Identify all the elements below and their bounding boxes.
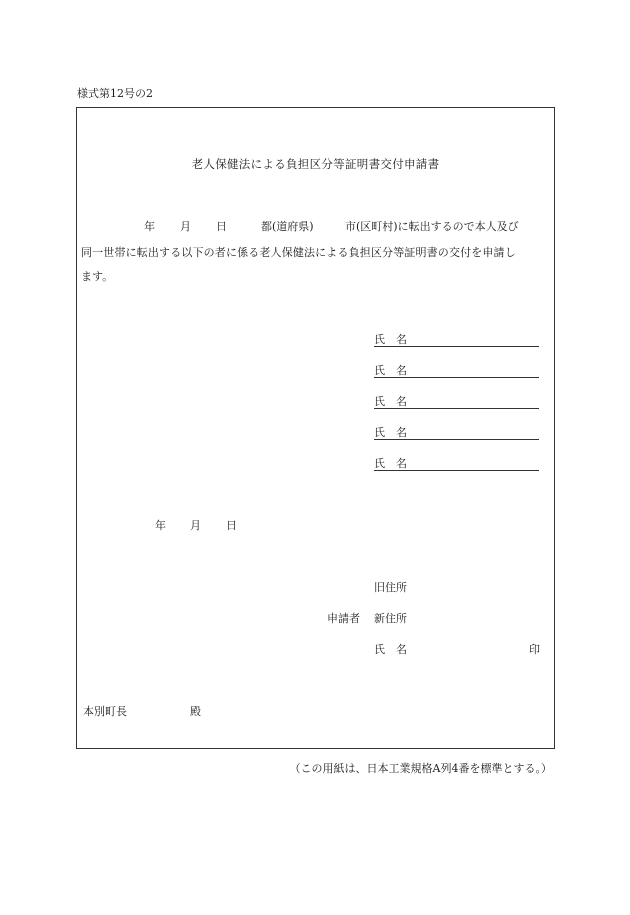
- applicant-label: 申請者: [327, 612, 360, 625]
- person-name-label: 氏 名: [374, 395, 407, 408]
- person-name-label: 氏 名: [374, 364, 407, 377]
- person-name-label: 氏 名: [374, 333, 407, 346]
- person-name-row-5: [374, 455, 539, 471]
- application-date-year: 年: [155, 519, 166, 532]
- person-name-label: 氏 名: [374, 457, 407, 470]
- body-line-2: 同一世帯に転出する以下の者に係る老人保健法による負担区分等証明書の交付を申請し: [81, 246, 516, 259]
- application-date-day: 日: [226, 519, 237, 532]
- body-line-3: ます。: [81, 270, 114, 283]
- seal-mark: 印: [529, 643, 540, 656]
- body-prefecture: 都(道府県): [261, 220, 314, 233]
- person-name-row-3: [374, 393, 539, 409]
- application-date-month: 月: [190, 519, 201, 532]
- person-name-row-1: [374, 331, 539, 347]
- body-date-day: 日: [216, 220, 227, 233]
- form-number: 様式第12号の2: [77, 87, 153, 100]
- body-municipality: 市(区町村)に転出するので本人及び: [345, 220, 519, 233]
- body-date-month: 月: [180, 220, 191, 233]
- mayor-label: 本別町長: [83, 705, 127, 718]
- person-name-row-2: [374, 362, 539, 378]
- applicant-name-label: 氏 名: [374, 643, 407, 656]
- form-frame: [76, 107, 555, 749]
- honorific-label: 殿: [190, 705, 201, 718]
- new-address-label: 新住所: [374, 612, 407, 625]
- person-name-row-4: [374, 424, 539, 440]
- body-date-year: 年: [144, 220, 155, 233]
- footer-note: （この用紙は、日本工業規格A列4番を標準とする。）: [289, 762, 552, 775]
- old-address-label: 旧住所: [374, 581, 407, 594]
- person-name-label: 氏 名: [374, 426, 407, 439]
- form-title: 老人保健法による負担区分等証明書交付申請書: [191, 157, 440, 171]
